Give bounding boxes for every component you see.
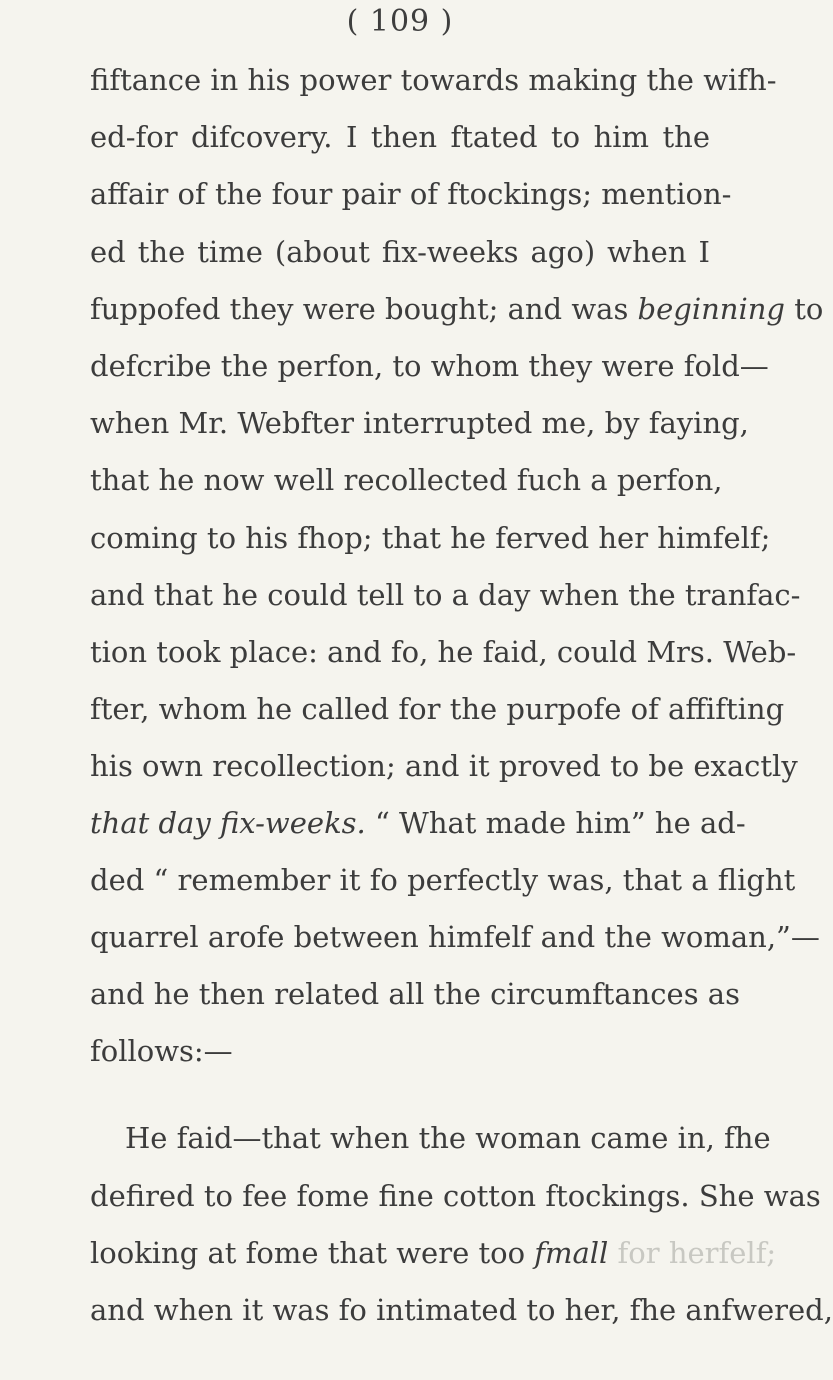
text-line: quarrel arofe between himfelf and the woman,”—: [90, 920, 820, 954]
text-line: when Mr. Webfter interrupted me, by faying,: [90, 406, 749, 440]
text-line: ded “ remember it fo perfectly was, that a flight: [90, 863, 796, 897]
text-line: that he now well recollected fuch a perfon,: [90, 463, 723, 497]
text-line: and when it was fo intimated to her, fhe anfwered,: [90, 1293, 833, 1327]
text-line: ed the time (about fix-weeks ago) when I: [90, 235, 710, 269]
text-line: his own recollection; and it proved to be exactly: [90, 749, 798, 783]
text-line: fiftance in his power towards making the wifh-: [90, 63, 777, 97]
text-line: He faid—that when the woman came in, fhe: [125, 1121, 771, 1155]
text-line: tion took place: and fo, he faid, could Mrs. Web-: [90, 635, 797, 669]
italic-fragment: fmall: [534, 1236, 609, 1270]
text-line: affair of the four pair of ftockings; mention-: [90, 177, 732, 211]
text-fragment: “ What made him” he ad-: [374, 806, 746, 840]
italic-fragment: that day fix-weeks.: [90, 806, 366, 840]
italic-fragment: beginning: [637, 292, 785, 326]
text-line: [90, 803, 746, 843]
text-line: and that he could tell to a day when the tranfac-: [90, 578, 801, 612]
text-line: ed-for difcovery. I then ftated to him the: [90, 120, 710, 154]
text-line: [90, 289, 824, 329]
text-fragment: for herfelf;: [617, 1236, 777, 1270]
text-line: fter, whom he called for the purpofe of affifting: [90, 692, 785, 726]
text-line: defired to fee fome fine cotton ftockings. She was: [90, 1179, 821, 1213]
text-line: [90, 1233, 777, 1273]
text-fragment: to: [794, 292, 824, 326]
text-line: defcribe the perfon, to whom they were fold—: [90, 349, 769, 383]
page-number: ( 109 ): [346, 4, 454, 39]
text-fragment: looking at fome that were too: [90, 1236, 526, 1270]
text-line: follows:—: [90, 1034, 233, 1068]
text-fragment: fuppofed they were bought; and was: [90, 292, 629, 326]
text-line: coming to his fhop; that he ferved her himfelf;: [90, 521, 771, 555]
text-line: and he then related all the circumftances as: [90, 977, 740, 1011]
